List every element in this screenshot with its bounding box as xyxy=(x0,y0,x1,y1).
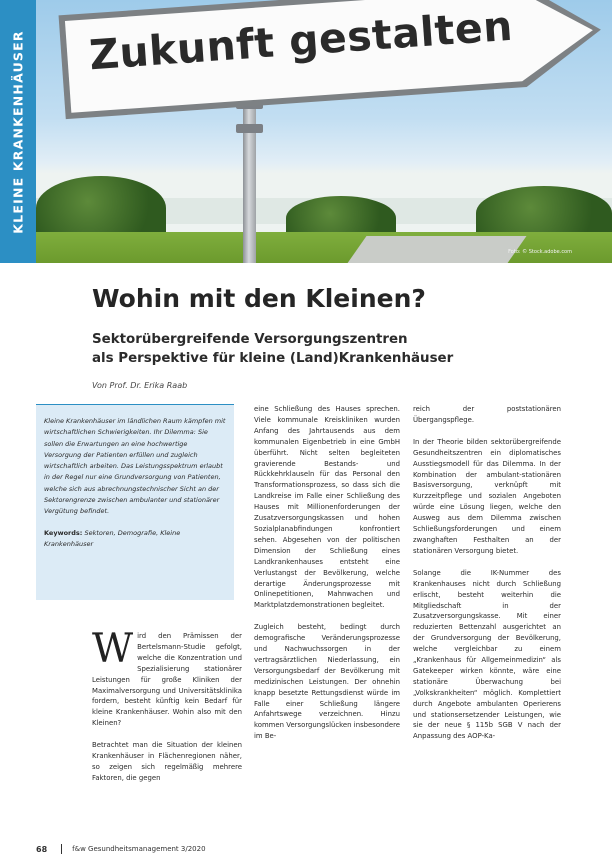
body-paragraph: reich der poststationären Übergangspflege. xyxy=(413,405,561,424)
sign-pole xyxy=(243,96,256,263)
sign-clamp xyxy=(236,124,263,133)
body-column-1 xyxy=(92,626,242,795)
header-photo xyxy=(36,0,612,263)
article-title: Wohin mit den Kleinen? xyxy=(92,284,426,313)
keywords-list: Sektoren, Demografie, Kleine Krankenhäuser xyxy=(44,528,181,548)
publication-name: f&w Gesundheitsmanagement 3/2020 xyxy=(72,845,206,853)
article-subtitle xyxy=(92,330,453,368)
subtitle-line-1: Sektorübergreifende Versorgungszentren xyxy=(92,332,408,347)
body-paragraph: In der Theorie bilden sektorübergreifende Gesundheitszentren ein diplomatisches Ausstiegsmodell für das Dilemma. In der Kombination der ambulant-stationären Basisversorgung, verknüpft mit Kurzzeitpflege und sozialen Angeboten würde eine Lösung liegen, welche den Ausweg aus dem Dilemma zwischen Schließungsforderungen und einem zwanghaften Festhalten an der stationären Versorgung bietet. xyxy=(413,437,561,555)
page-footer xyxy=(36,844,206,854)
body-paragraph: Betrachtet man die Situation der kleinen Krankenhäuser in Flächenregionen näher, so zeigen sich regelmäßig mehrere Faktoren, die gegen xyxy=(92,741,242,782)
photo-credit: Foto: © Stock.adobe.com xyxy=(508,249,572,255)
body-paragraph: Zugleich besteht, bedingt durch demografische Veränderungsprozesse und Nachwuchssorgen in der vertragsärztlichen Niederlassung, ein Versorgungsbedarf der Bevölkerung mit medizinischen Leistungen. Der ohnehin knapp besetzte Rettungsdienst würde im Falle einer Schließung längere Anfahrtswege verzeichnen. Hinzu kommen Versorgungslücken insbesondere im Be- xyxy=(254,623,400,741)
section-tab xyxy=(0,0,36,263)
sign-text: Zukunft gestalten xyxy=(87,1,515,80)
body-column-3 xyxy=(413,404,561,753)
article-byline: Von Prof. Dr. Erika Raab xyxy=(92,381,188,390)
abstract-text: Kleine Krankenhäuser im ländlichen Raum kämpfen mit wirtschaftlichen Schwierigkeiten. Ihr Dilemma: Sie sollen die Erwartungen an eine hochwertige Versorgung der Patienten erfüllen und zugleich wirtschaftlich arbeiten. Das Leistungsspektrum erlaubt in der Regel nur eine Grundversorgung von Patienten, welche sich aus abrechnungstechnischer Sicht an der Sektorengrenze zwischen ambulanter und stationärer Vergütung befindet. xyxy=(44,417,226,516)
keywords-label: Keywords: xyxy=(44,528,83,537)
photo-trees-left xyxy=(36,176,166,240)
arrow-sign xyxy=(50,0,612,128)
section-tab-label: KLEINE KRANKENHÄUSER xyxy=(10,29,26,234)
keywords xyxy=(44,528,226,551)
paragraph-text: ird den Prämissen der Bertelsmann-Studie gefolgt, welche die Konzentration und Spezialisierung stationärer Leistungen für große Kliniken der Maximalversorgung und Universitätsklinika fordern, besteht künftig kein Bedarf für kleine Krankenhäuser. Wohin also mit den Kleinen? xyxy=(92,632,242,728)
subtitle-line-2: als Perspektive für kleine (Land)Krankenhäuser xyxy=(92,351,454,366)
photo-road xyxy=(345,236,526,263)
body-paragraph: eine Schließung des Hauses sprechen. Viele kommunale Kreiskliniken wurden Anfang des Jahrtausends aus dem kommunalen Eigenbetrieb in eine GmbH überführt. Nicht selten begleiteten gravierende Bestands- und Rückkehrklauseln für das Personal den Transformationsprozess, so dass sich die Landkreise im Falle einer Schließung des Hauses mit Millionenforderungen der Zusatzversorgungskassen und hohen Sozialplanabfindungen konfrontiert sehen. Abgesehen von der politischen Dimension der Schließung eines Landkrankenhauses entsteht eine Verlustangst der Bevölkerung, welche derartige Änderungsprozesse mit Onlinepetitionen, Mahnwachen und Marktplatzdemonstrationen begleitet. xyxy=(254,405,400,610)
page-number: 68 xyxy=(36,844,48,854)
drop-cap: W xyxy=(92,626,134,672)
body-paragraph: Solange die IK-Nummer des Krankenhauses nicht durch Schließung erlischt, besteht weiterhin die Mitgliedschaft in der Zusatzversorgungskasse. Mit einer reduzierten Bettenzahl ausgerichtet an der Grundversorgung der Bevölkerung, welche vergleichbar zu einem „Krankenhaus für Allgemeinmedizin“ als Gatekeeper wirken könnte, wäre eine stationäre Überwachung bei „Volkskrankheiten“ möglich. Komplettiert durch Angebote ambulanten Operierens und stationsersetzender Leistungen, wie sie der neue § 115b SGB V nach der Anpassung des AOP-Ka- xyxy=(413,568,561,741)
body-paragraph xyxy=(92,626,242,729)
footer-divider xyxy=(61,844,62,854)
abstract-box xyxy=(36,404,234,600)
body-column-2 xyxy=(254,404,400,753)
